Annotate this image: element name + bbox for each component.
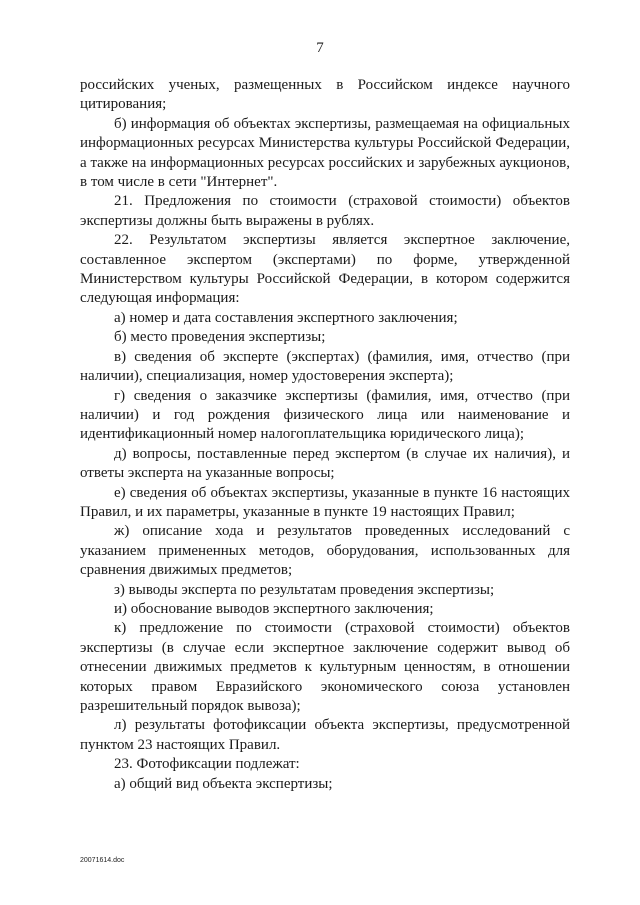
paragraph-item-a: а) номер и дата составления экспертного заключения; <box>114 309 458 326</box>
paragraph-item-g: г) сведения о заказчике экспертизы (фамилия, имя, отчество (при наличии) и год рождения физического лица или наименование и идентификационный номер налогоплательщика юридического лица); <box>80 387 570 443</box>
page-number: 7 <box>316 40 324 56</box>
document-body <box>80 76 570 794</box>
paragraph-23: 23. Фотофиксации подлежат: <box>114 756 300 773</box>
paragraph-item-i: и) обоснование выводов экспертного заключения; <box>114 600 434 617</box>
paragraph-item-b-information: б) информация об объектах экспертизы, размещаемая на официальных информационных ресурсах Министерства культуры Российской Федерации, а также на информационных ресурсах российских и зарубежных аукционов, в том числе в сети "Интернет". <box>80 115 570 191</box>
paragraph-21: 21. Предложения по стоимости (страховой стоимости) объектов экспертизы должны быть выражены в рублях. <box>80 193 570 229</box>
paragraph-23-item-a: а) общий вид объекта экспертизы; <box>114 775 333 792</box>
paragraph-22: 22. Результатом экспертизы является экспертное заключение, составленное экспертом (экспертами) по форме, утвержденной Министерством культуры Российской Федерации, в котором содержится следующая информация: <box>80 232 570 307</box>
paragraph-item-e: е) сведения об объектах экспертизы, указанные в пункте 16 настоящих Правил, и их параметры, указанные в пункте 19 настоящих Правил; <box>80 484 570 520</box>
paragraph-continuation: российских ученых, размещенных в Российском индексе научного цитирования; <box>80 77 570 113</box>
footer-filename: 20071614.doc <box>80 857 125 864</box>
paragraph-item-l: л) результаты фотофиксации объекта экспертизы, предусмотренной пунктом 23 настоящих Правил. <box>80 717 570 753</box>
paragraph-item-v: в) сведения об эксперте (экспертах) (фамилия, имя, отчество (при наличии), специализация, номер удостоверения эксперта); <box>80 348 570 385</box>
paragraph-item-d: д) вопросы, поставленные перед экспертом (в случае их наличия), и ответы эксперта на указанные вопросы; <box>80 445 570 482</box>
paragraph-item-k: к) предложение по стоимости (страховой стоимости) объектов экспертизы (в случае если экспертное заключение содержит вывод об отнесении движимых предметов к культурным ценностям, в отношении которых правом Евразийского экономического союза установлен разрешительный порядок вывоза); <box>80 620 570 714</box>
paragraph-item-z: з) выводы эксперта по результатам проведения экспертизы; <box>114 581 495 598</box>
paragraph-item-zh: ж) описание хода и результатов проведенных исследований с указанием примененных методов, оборудования, использованных для сравнения движимых предметов; <box>80 523 570 579</box>
paragraph-item-b: б) место проведения экспертизы; <box>114 329 326 346</box>
